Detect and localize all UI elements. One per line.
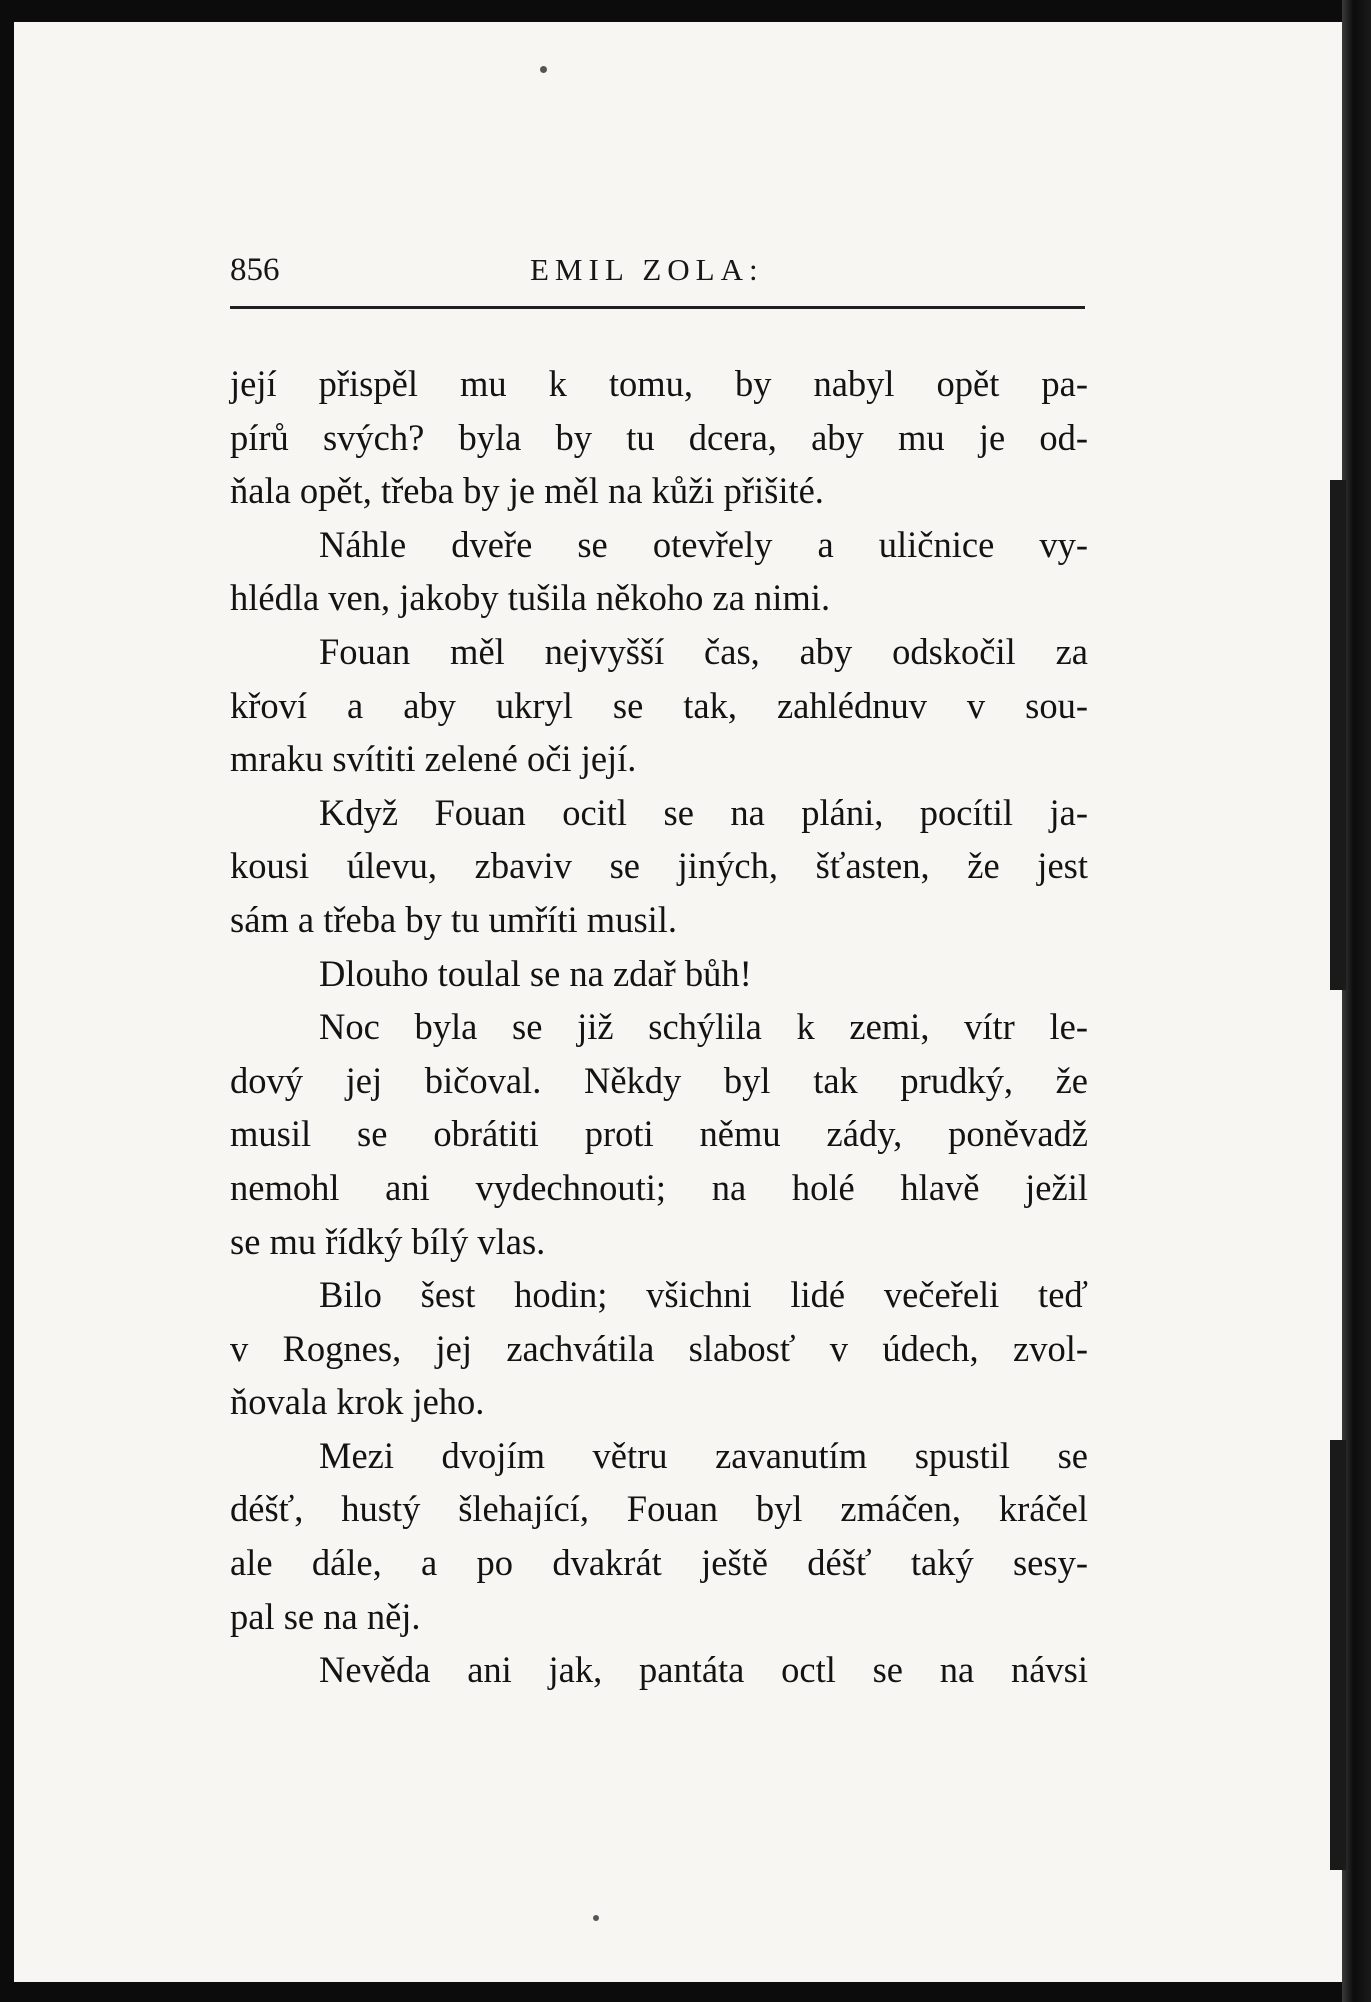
text-line: v Rognes, jej zachvátila slabosť v údech, zvol-	[230, 1327, 1088, 1369]
text-line: Náhle dveře se otevřely a uličnice vy-	[319, 523, 1088, 565]
text-line: pal se na něj.	[230, 1595, 421, 1637]
text-line: se mu řídký bílý vlas.	[230, 1220, 546, 1262]
text-line: pírů svých? byla by tu dcera, aby mu je od-	[230, 416, 1088, 458]
text-line: dový jej bičoval. Někdy byl tak prudký, že	[230, 1059, 1088, 1101]
body-text	[230, 357, 1088, 1697]
page-header	[230, 252, 1085, 298]
text-line: Dlouho toulal se na zdař bůh!	[319, 952, 752, 994]
text-line: kousi úlevu, zbaviv se jiných, šťasten, že jest	[230, 845, 1088, 887]
dust-speck	[540, 66, 547, 73]
dust-speck	[593, 1915, 599, 1921]
book-spine-edge	[1342, 0, 1371, 2002]
text-line: křoví a aby ukryl se tak, zahlédnuv v sou-	[230, 684, 1088, 726]
running-head: EMIL ZOLA:	[530, 252, 764, 287]
text-line: Bilo šest hodin; všichni lidé večeřeli teď	[319, 1274, 1088, 1316]
text-line: její přispěl mu k tomu, by nabyl opět pa-	[230, 363, 1088, 404]
text-line: Mezi dvojím větru zavanutím spustil se	[319, 1434, 1088, 1476]
text-line: sám a třeba by tu umříti musil.	[230, 898, 678, 940]
text-line: musil se obrátiti proti němu zády, poněvadž	[230, 1113, 1088, 1155]
text-line: mraku svítiti zelené oči její.	[230, 738, 637, 780]
text-line: Noc byla se již schýlila k zemi, vítr le-	[319, 1006, 1088, 1048]
spine-notch	[1330, 1440, 1346, 1870]
text-line: Nevěda ani jak, pantáta octl se na návsi	[319, 1649, 1088, 1691]
text-line: nemohl ani vydechnouti; na holé hlavě ježil	[230, 1166, 1088, 1208]
spine-notch	[1330, 480, 1346, 990]
text-line: Když Fouan ocitl se na pláni, pocítil ja-	[319, 791, 1088, 833]
text-line: ňovala krok jeho.	[230, 1381, 485, 1423]
text-line: hlédla ven, jakoby tušila někoho za nimi.	[230, 577, 831, 619]
text-line: déšť, hustý šlehající, Fouan byl zmáčen, kráčel	[230, 1488, 1088, 1530]
text-line: Fouan měl nejvyšší čas, aby odskočil za	[319, 630, 1088, 672]
text-line: ňala opět, třeba by je měl na kůži přišité.	[230, 470, 824, 512]
page-number: 856	[230, 252, 280, 288]
header-rule	[230, 306, 1085, 309]
text-line: ale dále, a po dvakrát ještě déšť taký sesy-	[230, 1542, 1088, 1584]
